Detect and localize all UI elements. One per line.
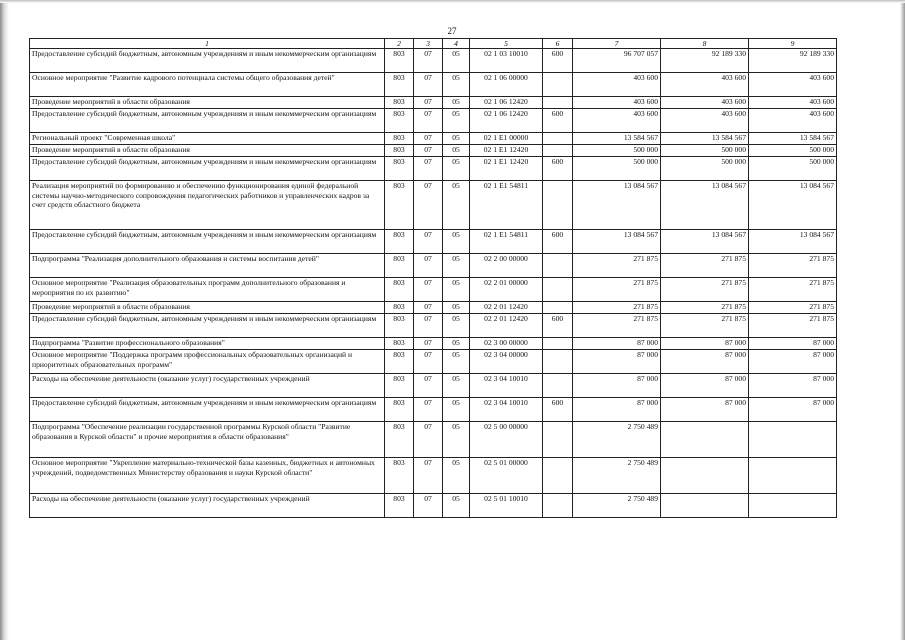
section-code-cell: 07 [414, 302, 443, 314]
amount-col9-cell: 92 189 330 [749, 49, 837, 73]
expense-type-cell [543, 145, 573, 157]
target-article-cell: 02 2 01 12420 [470, 302, 543, 314]
amount-col8-cell: 271 875 [661, 278, 749, 302]
section-code-cell: 07 [414, 374, 443, 398]
table-row [30, 398, 837, 422]
budget-table [29, 38, 837, 518]
row-name-cell: Предоставление субсидий бюджетным, автономным учреждениям и иным некоммерческим организациям [30, 314, 385, 338]
subsection-code-cell: 05 [443, 374, 470, 398]
amount-col9-cell [749, 422, 837, 458]
table-row [30, 145, 837, 157]
amount-col9-cell: 87 000 [749, 350, 837, 374]
ministry-code-cell: 803 [385, 145, 414, 157]
row-name-cell: Предоставление субсидий бюджетным, автономным учреждениям и иным некоммерческим организациям [30, 49, 385, 73]
column-header-1: 1 [30, 39, 385, 49]
table-row [30, 422, 837, 458]
page-number: 27 [447, 26, 457, 36]
amount-col9-cell: 13 584 567 [749, 133, 837, 145]
section-code-cell: 07 [414, 133, 443, 145]
section-code-cell: 07 [414, 494, 443, 518]
expense-type-cell: 600 [543, 49, 573, 73]
target-article-cell: 02 1 06 00000 [470, 73, 543, 97]
amount-col8-cell: 403 600 [661, 109, 749, 133]
amount-col8-cell: 87 000 [661, 350, 749, 374]
section-code-cell: 07 [414, 109, 443, 133]
target-article-cell: 02 5 00 00000 [470, 422, 543, 458]
ministry-code-cell: 803 [385, 338, 414, 350]
ministry-code-cell: 803 [385, 133, 414, 145]
ministry-code-cell: 803 [385, 254, 414, 278]
amount-col7-cell: 87 000 [573, 398, 661, 422]
subsection-code-cell: 05 [443, 157, 470, 181]
amount-col8-cell: 403 600 [661, 73, 749, 97]
expense-type-cell [543, 350, 573, 374]
section-code-cell: 07 [414, 338, 443, 350]
subsection-code-cell: 05 [443, 133, 470, 145]
amount-col8-cell: 87 000 [661, 338, 749, 350]
amount-col9-cell: 271 875 [749, 314, 837, 338]
section-code-cell: 07 [414, 145, 443, 157]
column-header-6: 6 [543, 39, 573, 49]
amount-col7-cell: 403 600 [573, 97, 661, 109]
amount-col9-cell: 87 000 [749, 338, 837, 350]
target-article-cell: 02 1 E1 00000 [470, 133, 543, 145]
section-code-cell: 07 [414, 278, 443, 302]
row-name-cell: Подпрограмма "Обеспечение реализации государственной программы Курской области "Развитие образования в Курской области" и прочие мероприятия в области образования" [30, 422, 385, 458]
ministry-code-cell: 803 [385, 422, 414, 458]
subsection-code-cell: 05 [443, 338, 470, 350]
section-code-cell: 07 [414, 254, 443, 278]
table-header-row [30, 39, 837, 49]
amount-col7-cell: 271 875 [573, 314, 661, 338]
amount-col7-cell: 500 000 [573, 145, 661, 157]
table-row [30, 254, 837, 278]
table-body [30, 49, 837, 518]
table-row [30, 230, 837, 254]
amount-col9-cell: 403 600 [749, 97, 837, 109]
expense-type-cell [543, 458, 573, 494]
amount-col8-cell: 403 600 [661, 97, 749, 109]
section-code-cell: 07 [414, 49, 443, 73]
amount-col8-cell: 271 875 [661, 314, 749, 338]
row-name-cell: Предоставление субсидий бюджетным, автономным учреждениям и иным некоммерческим организациям [30, 230, 385, 254]
row-name-cell: Подпрограмма "Развитие профессионального образования" [30, 338, 385, 350]
table-row [30, 181, 837, 230]
subsection-code-cell: 05 [443, 109, 470, 133]
table-row [30, 157, 837, 181]
target-article-cell: 02 5 01 00000 [470, 458, 543, 494]
target-article-cell: 02 1 06 12420 [470, 97, 543, 109]
ministry-code-cell: 803 [385, 181, 414, 230]
target-article-cell: 02 3 04 00000 [470, 350, 543, 374]
subsection-code-cell: 05 [443, 458, 470, 494]
subsection-code-cell: 05 [443, 73, 470, 97]
target-article-cell: 02 2 00 00000 [470, 254, 543, 278]
subsection-code-cell: 05 [443, 302, 470, 314]
amount-col9-cell [749, 494, 837, 518]
target-article-cell: 02 2 01 00000 [470, 278, 543, 302]
amount-col7-cell: 500 000 [573, 157, 661, 181]
subsection-code-cell: 05 [443, 494, 470, 518]
section-code-cell: 07 [414, 458, 443, 494]
amount-col7-cell: 87 000 [573, 338, 661, 350]
subsection-code-cell: 05 [443, 145, 470, 157]
table-row [30, 494, 837, 518]
table-row [30, 49, 837, 73]
table-row [30, 73, 837, 97]
target-article-cell: 02 1 E1 12420 [470, 157, 543, 181]
row-name-cell: Основное мероприятие "Реализация образовательных программ дополнительного образования и мероприятия по их развитию" [30, 278, 385, 302]
amount-col9-cell: 13 084 567 [749, 181, 837, 230]
ministry-code-cell: 803 [385, 73, 414, 97]
amount-col7-cell: 271 875 [573, 254, 661, 278]
subsection-code-cell: 05 [443, 350, 470, 374]
section-code-cell: 07 [414, 73, 443, 97]
ministry-code-cell: 803 [385, 49, 414, 73]
table-row [30, 109, 837, 133]
expense-type-cell [543, 254, 573, 278]
row-name-cell: Основное мероприятие "Укрепление материально-технической базы казенных, бюджетных и автономных учреждений, подведомственных Министерству образования и науки Курской области" [30, 458, 385, 494]
amount-col8-cell: 500 000 [661, 157, 749, 181]
row-name-cell: Проведение мероприятий в области образования [30, 302, 385, 314]
amount-col7-cell: 403 600 [573, 109, 661, 133]
ministry-code-cell: 803 [385, 230, 414, 254]
column-header-8: 8 [661, 39, 749, 49]
amount-col8-cell: 271 875 [661, 302, 749, 314]
amount-col7-cell: 271 875 [573, 278, 661, 302]
amount-col8-cell: 13 584 567 [661, 133, 749, 145]
target-article-cell: 02 1 E1 54811 [470, 181, 543, 230]
target-article-cell: 02 3 04 10010 [470, 398, 543, 422]
ministry-code-cell: 803 [385, 374, 414, 398]
expense-type-cell: 600 [543, 157, 573, 181]
ministry-code-cell: 803 [385, 97, 414, 109]
section-code-cell: 07 [414, 157, 443, 181]
table-row [30, 458, 837, 494]
column-header-7: 7 [573, 39, 661, 49]
amount-col9-cell: 403 600 [749, 109, 837, 133]
expense-type-cell [543, 422, 573, 458]
subsection-code-cell: 05 [443, 49, 470, 73]
target-article-cell: 02 3 00 00000 [470, 338, 543, 350]
amount-col7-cell: 13 084 567 [573, 181, 661, 230]
ministry-code-cell: 803 [385, 458, 414, 494]
expense-type-cell [543, 133, 573, 145]
amount-col9-cell: 87 000 [749, 398, 837, 422]
amount-col7-cell: 96 707 057 [573, 49, 661, 73]
expense-type-cell [543, 374, 573, 398]
target-article-cell: 02 1 E1 12420 [470, 145, 543, 157]
amount-col9-cell: 500 000 [749, 145, 837, 157]
amount-col7-cell: 13 584 567 [573, 133, 661, 145]
row-name-cell: Основное мероприятие "Развитие кадрового потенциала системы общего образования детей" [30, 73, 385, 97]
amount-col9-cell: 403 600 [749, 73, 837, 97]
subsection-code-cell: 05 [443, 398, 470, 422]
row-name-cell: Предоставление субсидий бюджетным, автономным учреждениям и иным некоммерческим организациям [30, 109, 385, 133]
amount-col8-cell: 13 084 567 [661, 230, 749, 254]
expense-type-cell: 600 [543, 109, 573, 133]
row-name-cell: Проведение мероприятий в области образования [30, 97, 385, 109]
amount-col7-cell: 2 750 489 [573, 494, 661, 518]
subsection-code-cell: 05 [443, 230, 470, 254]
row-name-cell: Проведение мероприятий в области образования [30, 145, 385, 157]
table-row [30, 133, 837, 145]
row-name-cell: Реализация мероприятий по формированию и обеспечению функционирования единой федеральной системы научно-методического сопровождения педагогических работников и управленческих кадров за счет средств областного бюджета [30, 181, 385, 230]
expense-type-cell [543, 73, 573, 97]
section-code-cell: 07 [414, 422, 443, 458]
ministry-code-cell: 803 [385, 350, 414, 374]
subsection-code-cell: 05 [443, 422, 470, 458]
row-name-cell: Региональный проект "Современная школа" [30, 133, 385, 145]
ministry-code-cell: 803 [385, 314, 414, 338]
scan-left-edge [0, 0, 9, 640]
amount-col8-cell: 13 084 567 [661, 181, 749, 230]
table-row [30, 302, 837, 314]
amount-col7-cell: 13 084 567 [573, 230, 661, 254]
ministry-code-cell: 803 [385, 398, 414, 422]
expense-type-cell [543, 302, 573, 314]
expense-type-cell [543, 278, 573, 302]
amount-col7-cell: 271 875 [573, 302, 661, 314]
amount-col8-cell [661, 422, 749, 458]
column-header-4: 4 [443, 39, 470, 49]
section-code-cell: 07 [414, 181, 443, 230]
subsection-code-cell: 05 [443, 314, 470, 338]
ministry-code-cell: 803 [385, 494, 414, 518]
expense-type-cell: 600 [543, 230, 573, 254]
row-name-cell: Расходы на обеспечение деятельности (оказание услуг) государственных учреждений [30, 494, 385, 518]
table-row [30, 314, 837, 338]
column-header-2: 2 [385, 39, 414, 49]
expense-type-cell [543, 338, 573, 350]
amount-col9-cell [749, 458, 837, 494]
scan-top-edge [0, 0, 905, 3]
amount-col8-cell: 87 000 [661, 398, 749, 422]
subsection-code-cell: 05 [443, 254, 470, 278]
table-row [30, 350, 837, 374]
row-name-cell: Расходы на обеспечение деятельности (оказание услуг) государственных учреждений [30, 374, 385, 398]
amount-col8-cell [661, 494, 749, 518]
amount-col8-cell [661, 458, 749, 494]
amount-col8-cell: 500 000 [661, 145, 749, 157]
column-header-3: 3 [414, 39, 443, 49]
table-row [30, 278, 837, 302]
section-code-cell: 07 [414, 314, 443, 338]
amount-col7-cell: 87 000 [573, 350, 661, 374]
target-article-cell: 02 1 06 12420 [470, 109, 543, 133]
amount-col9-cell: 271 875 [749, 302, 837, 314]
row-name-cell: Предоставление субсидий бюджетным, автономным учреждениям и иным некоммерческим организациям [30, 157, 385, 181]
amount-col7-cell: 403 600 [573, 73, 661, 97]
expense-type-cell [543, 181, 573, 230]
row-name-cell: Основное мероприятие "Поддержка программ профессиональных образовательных организаций и приоритетных образовательных программ" [30, 350, 385, 374]
expense-type-cell [543, 97, 573, 109]
amount-col9-cell: 271 875 [749, 278, 837, 302]
target-article-cell: 02 1 E1 54811 [470, 230, 543, 254]
amount-col9-cell: 271 875 [749, 254, 837, 278]
subsection-code-cell: 05 [443, 278, 470, 302]
scan-right-edge [900, 0, 905, 640]
amount-col7-cell: 2 750 489 [573, 458, 661, 494]
table-row [30, 374, 837, 398]
amount-col9-cell: 500 000 [749, 157, 837, 181]
section-code-cell: 07 [414, 97, 443, 109]
ministry-code-cell: 803 [385, 157, 414, 181]
amount-col7-cell: 87 000 [573, 374, 661, 398]
section-code-cell: 07 [414, 350, 443, 374]
expense-type-cell: 600 [543, 314, 573, 338]
target-article-cell: 02 2 01 12420 [470, 314, 543, 338]
column-header-5: 5 [470, 39, 543, 49]
target-article-cell: 02 1 03 10010 [470, 49, 543, 73]
section-code-cell: 07 [414, 230, 443, 254]
amount-col8-cell: 92 189 330 [661, 49, 749, 73]
row-name-cell: Подпрограмма "Реализация дополнительного образования и системы воспитания детей" [30, 254, 385, 278]
table-row [30, 338, 837, 350]
amount-col8-cell: 87 000 [661, 374, 749, 398]
row-name-cell: Предоставление субсидий бюджетным, автономным учреждениям и иным некоммерческим организациям [30, 398, 385, 422]
expense-type-cell [543, 494, 573, 518]
amount-col8-cell: 271 875 [661, 254, 749, 278]
ministry-code-cell: 803 [385, 278, 414, 302]
table-row [30, 97, 837, 109]
amount-col7-cell: 2 750 489 [573, 422, 661, 458]
target-article-cell: 02 3 04 10010 [470, 374, 543, 398]
section-code-cell: 07 [414, 398, 443, 422]
amount-col9-cell: 13 084 567 [749, 230, 837, 254]
ministry-code-cell: 803 [385, 109, 414, 133]
ministry-code-cell: 803 [385, 302, 414, 314]
expense-type-cell: 600 [543, 398, 573, 422]
amount-col9-cell: 87 000 [749, 374, 837, 398]
subsection-code-cell: 05 [443, 97, 470, 109]
subsection-code-cell: 05 [443, 181, 470, 230]
target-article-cell: 02 5 01 10010 [470, 494, 543, 518]
column-header-9: 9 [749, 39, 837, 49]
